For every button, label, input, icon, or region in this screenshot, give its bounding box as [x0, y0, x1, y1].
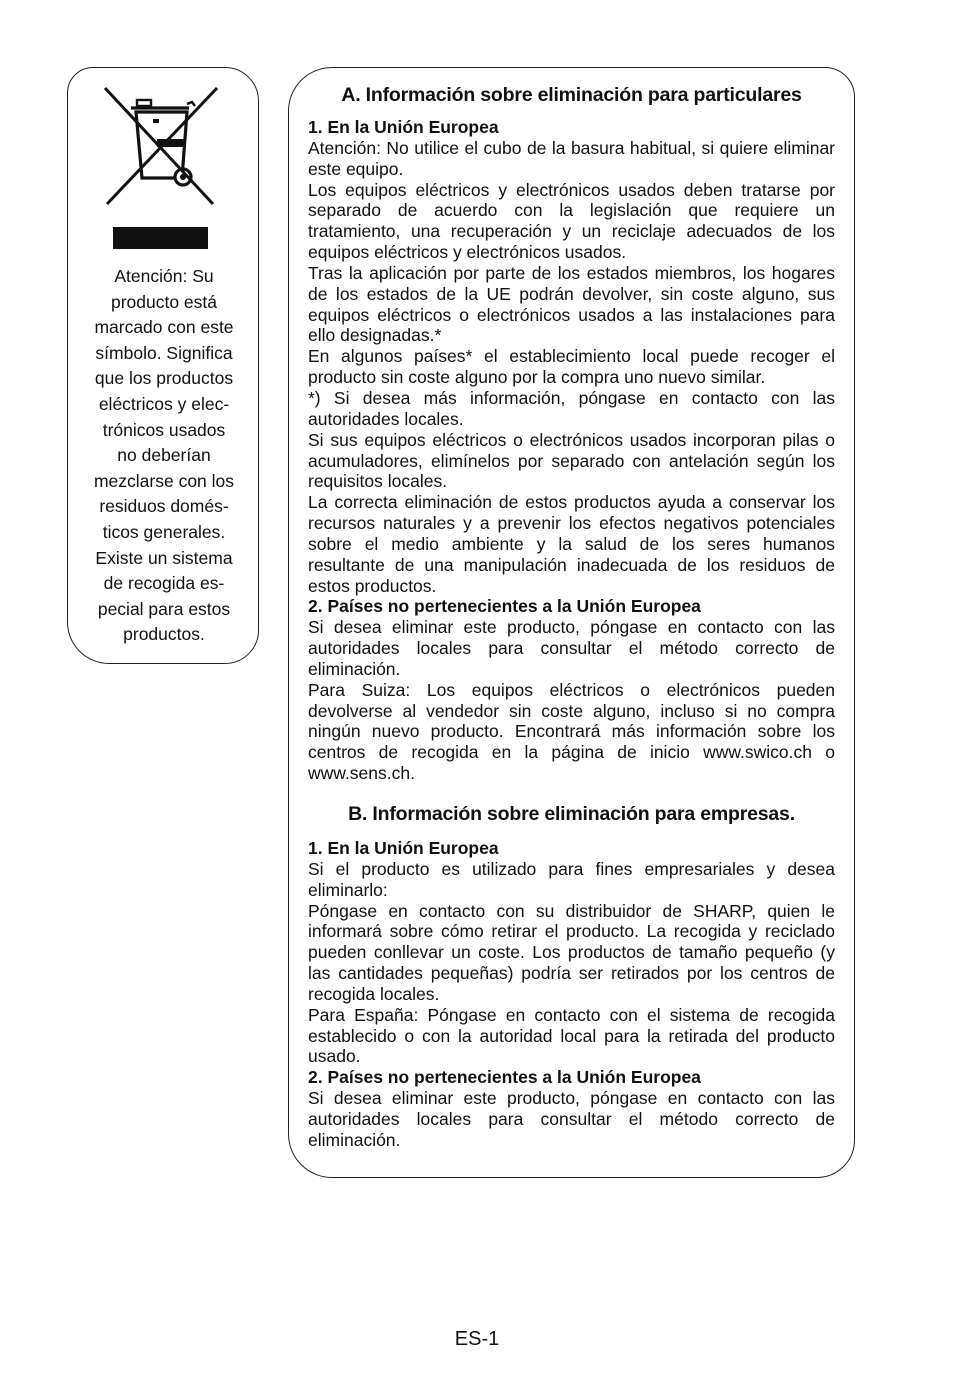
- paragraph: En algunos países* el establecimiento local puede recoger el producto sin coste alguno por la compra uno nuevo similar.: [308, 346, 835, 388]
- notice-line: eléctricos y elec-: [98, 393, 230, 414]
- section-b-subheading-non-eu: 2. Países no pertenecientes a la Unión Europea: [308, 1067, 701, 1088]
- notice-line: productos.: [123, 624, 205, 645]
- page-number: ES-1: [454, 1328, 500, 1350]
- notice-line: residuos domés-: [99, 496, 229, 517]
- notice-line: pecial para estos: [97, 598, 231, 619]
- paragraph: Si desea eliminar este producto, póngase en contacto con las autoridades locales para consultar el método correcto de eliminación.: [308, 617, 835, 679]
- weee-notice-text: [80, 264, 248, 648]
- section-a-title: A. Información sobre eliminación para particulares: [341, 84, 802, 106]
- paragraph: Si sus equipos eléctricos o electrónicos usados incorporan pilas o acumuladores, elimínelos por separado con antelación según los requisitos locales.: [308, 429, 835, 492]
- paragraph: Si el producto es utilizado para fines empresariales y desea eliminarlo:: [308, 858, 835, 900]
- paragraph: Tras la aplicación por parte de los estados miembros, los hogares de los estados de la UE podrán devolver, sin coste alguno, sus equipos eléctricos o electrónicos usados a las instalaciones para ello designadas.*: [308, 262, 835, 346]
- notice-line: Atención: Su: [114, 266, 214, 286]
- weee-black-bar: [113, 227, 208, 249]
- paragraph: La correcta eliminación de estos productos ayuda a conservar los recursos naturales y a prevenir los efectos negativos potenciales sobre el medio ambiente y la salud de los seres humanos resultante de una manipulación inadecuada de los residuos de estos productos.: [308, 492, 835, 596]
- crossed-out-wheelie-bin-icon: [101, 84, 221, 208]
- paragraph: Atención: No utilice el cubo de la basura habitual, si quiere eliminar este equipo.: [308, 137, 835, 179]
- weee-symbol-panel: [67, 67, 259, 664]
- notice-line: mezclarse con los: [93, 470, 235, 491]
- paragraph: Para España: Póngase en contacto con el sistema de recogida establecido o con la autoridad local para la retirada del producto usado.: [308, 1004, 835, 1067]
- section-a-subheading-non-eu: 2. Países no pertenecientes a la Unión Europea: [308, 596, 701, 617]
- paragraph: Para Suiza: Los equipos eléctricos o electrónicos pueden devolverse al vendedor sin coste alguno, incluso si no compra ningún nuevo producto. Encontrará más información sobre los centros de recogida en la página de inicio www.swico.ch o www.sens.ch.: [308, 679, 835, 784]
- paragraph: Si desea eliminar este producto, póngase en contacto con las autoridades locales para consultar el método correcto de eliminación.: [308, 1088, 835, 1150]
- disposal-info-content: [308, 80, 835, 1151]
- notice-line: no deberían: [117, 445, 211, 466]
- notice-line: trónicos usados: [102, 419, 226, 440]
- notice-line: de recogida es-: [103, 573, 225, 594]
- paragraph: Póngase en contacto con su distribuidor de SHARP, quien le informará sobre cómo retirar el producto. La recogida y reciclado pueden conllevar un coste. Los productos de tamaño pequeño (y las cantidades pequeñas) podría ser retirados por los centros de recogida locales.: [308, 900, 835, 1004]
- paragraph: Los equipos eléctricos y electrónicos usados deben tratarse por separado de acuerdo con la legislación que requiere un tratamiento, una recuperación y un reciclaje adecuados de los equipos eléctricos y electrónicos usados.: [308, 179, 835, 263]
- section-a-subheading-eu: 1. En la Unión Europea: [308, 117, 499, 137]
- paragraph: *) Si desea más información, póngase en contacto con las autoridades locales.: [308, 387, 835, 429]
- notice-line: ticos generales.: [102, 521, 226, 542]
- notice-line: producto está: [110, 291, 218, 312]
- notice-line: que los productos: [94, 368, 234, 389]
- section-b-subheading-eu: 1. En la Unión Europea: [308, 838, 499, 858]
- notice-line: Existe un sistema: [95, 547, 233, 568]
- disposal-info-panel: [288, 67, 855, 1178]
- notice-line: marcado con este: [94, 317, 234, 338]
- section-b-title: B. Información sobre eliminación para empresas.: [348, 803, 795, 825]
- notice-line: símbolo. Significa: [95, 342, 233, 363]
